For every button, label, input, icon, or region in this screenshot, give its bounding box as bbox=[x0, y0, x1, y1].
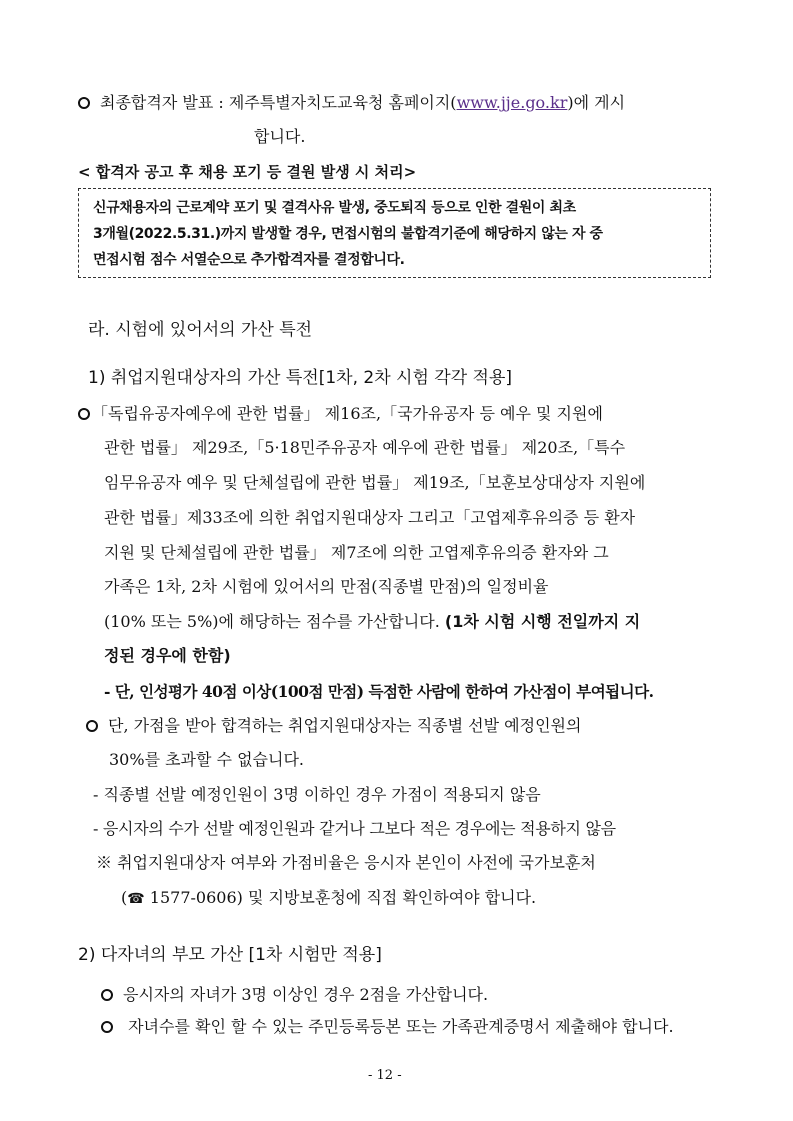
resignation-box bbox=[78, 188, 711, 278]
sub1-para-line-1 bbox=[78, 404, 603, 424]
resignation-title: < 합격자 공고 후 채용 포기 등 결원 발생 시 처리> bbox=[78, 163, 417, 181]
sub1-ref-line-2: (☎ 1577-0606) 및 지방보훈청에 직접 확인하여야 합니다. bbox=[121, 888, 537, 907]
homepage-link[interactable]: www.jje.go.kr bbox=[456, 93, 568, 112]
sub1-ref-line-2-text: 1577-0606) 및 지방보훈청에 직접 확인하여야 합니다. bbox=[144, 888, 537, 907]
sub2-item-1-text: 응시자의 자녀가 3명 이상인 경우 2점을 가산합니다. bbox=[123, 985, 489, 1004]
section-ra-title: 라. 시험에 있어서의 가산 특전 bbox=[88, 320, 313, 340]
resignation-box-line-2: 3개월(2022.5.31.)까지 발생할 경우, 면접시험의 불합격기준에 해당하지 않는 자 중 bbox=[93, 226, 603, 242]
sub1-dash-2: - 응시자의 수가 선발 예정인원과 같거나 그보다 적은 경우에는 적용하지 않음 bbox=[93, 819, 616, 838]
page-number: - 12 - bbox=[368, 1068, 402, 1083]
sub2-title: 2) 다자녀의 부모 가산 [1차 시험만 적용] bbox=[78, 945, 382, 965]
circle-bullet-icon bbox=[101, 1021, 113, 1033]
resignation-box-line-1: 신규채용자의 근로계약 포기 및 결격사유 발생, 중도퇴직 등으로 인한 결원이 최초 bbox=[93, 200, 576, 216]
sub1-limit-line-1 bbox=[86, 716, 581, 736]
final-announcement-label: 최종합격자 발표 : 제주특별자치도교육청 홈페이지( bbox=[100, 93, 457, 112]
sub1-note: - 단, 인성평가 40점 이상(100점 만점) 득점한 사람에 한하여 가산점이 부여됩니다. bbox=[104, 682, 654, 701]
sub1-limit-line-2: 30%를 초과할 수 없습니다. bbox=[109, 750, 305, 769]
circle-bullet-icon bbox=[78, 97, 90, 109]
sub2-item-2 bbox=[101, 1017, 674, 1037]
sub2-item-1 bbox=[101, 985, 488, 1005]
sub1-para-line-7 bbox=[104, 612, 640, 632]
circle-bullet-icon bbox=[101, 989, 113, 1001]
sub1-dash-1: - 직종별 선발 예정인원이 3명 이하인 경우 가점이 적용되지 않음 bbox=[93, 785, 541, 804]
sub1-title: 1) 취업지원대상자의 가산 특전[1차, 2차 시험 각각 적용] bbox=[88, 368, 513, 388]
resignation-box-line-3: 면접시험 점수 서열순으로 추가합격자를 결정합니다. bbox=[93, 252, 405, 268]
sub1-para-text-1: 「독립유공자예우에 관한 법률」 제16조,「국가유공자 등 예우 및 지원에 bbox=[92, 404, 603, 423]
final-announcement-suffix: )에 게시 bbox=[567, 93, 626, 112]
sub1-para-line-3: 임무유공자 예우 및 단체설립에 관한 법률」 제19조,「보훈보상대상자 지원에 bbox=[104, 473, 646, 492]
sub1-para-line-6: 가족은 1차, 2차 시험에 있어서의 만점(직종별 만점)의 일정비율 bbox=[104, 577, 549, 596]
sub1-para-line-4: 관한 법률」제33조에 의한 취업지원대상자 그리고「고엽제후유의증 등 환자 bbox=[104, 508, 636, 527]
sub1-para-line-7-normal: (10% 또는 5%)에 해당하는 점수를 가산합니다. bbox=[104, 612, 440, 631]
sub2-item-2-text: 자녀수를 확인 할 수 있는 주민등록등본 또는 가족관계증명서 제출해야 합니다. bbox=[123, 1017, 674, 1036]
sub1-para-line-5: 지원 및 단체설립에 관한 법률」 제7조에 의한 고엽제후유의증 환자와 그 bbox=[104, 543, 609, 562]
sub1-para-line-7-bold: (1차 시험 시행 전일까지 지 bbox=[444, 612, 641, 631]
circle-bullet-icon bbox=[78, 408, 90, 420]
final-announcement-line2: 합니다. bbox=[254, 127, 306, 146]
circle-bullet-icon bbox=[86, 720, 98, 732]
sub1-limit-text-1: 단, 가점을 받아 합격하는 취업지원대상자는 직종별 선발 예정인원의 bbox=[108, 716, 582, 735]
sub1-para-line-2: 관한 법률」 제29조,「5·18민주유공자 예우에 관한 법률」 제20조,「특수 bbox=[104, 438, 626, 457]
final-announcement bbox=[78, 93, 625, 113]
sub1-ref-line-1: ※ 취업지원대상자 여부와 가점비율은 응시자 본인이 사전에 국가보훈처 bbox=[96, 853, 596, 872]
sub1-para-line-8: 정된 경우에 한함) bbox=[104, 646, 231, 665]
telephone-icon: ☎ bbox=[127, 891, 145, 907]
